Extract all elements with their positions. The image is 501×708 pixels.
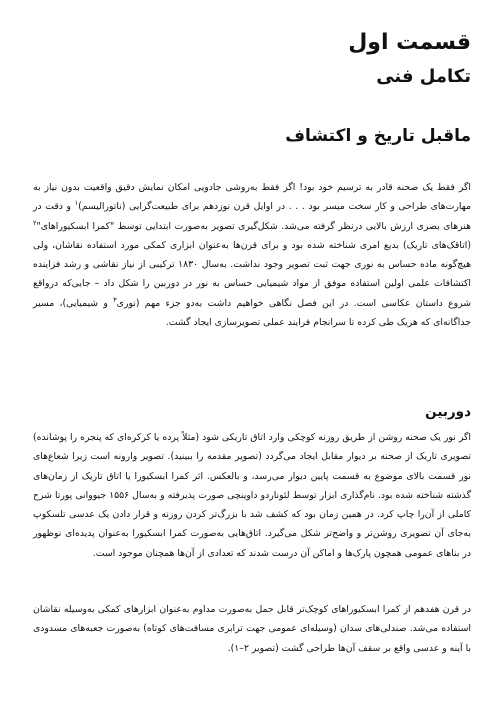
intro-text-d: و شیمیایی)، مسیر جداگانه‌ای که هریک طی کرده تا سرانجام فرایند عملی تصویرسازی ایجاد گشت. [33,297,471,329]
intro-text-c: (اتاقک‌های تاریک) بدیع امری شناخته شده بود و برای قرن‌ها به‌عنوان ابزاری کمکی مورد استفاده نقاشان، ولی هیچ‌گونه ماده حساس به نوری جهت ثبت تصویر وجود نداشت. به‌سال ۱۸۳۰ ترکیبی از نیاز نقاشی و رشد فزاینده اکتشافات علمی اولین استفاده موفق از مواد شیمیایی حساس به نور در دوربین را شکل داد – جایی‌که درواقع شروع داستان عکاسی است. در این فصل نگاهی خواهیم داشت به‌دو جزء مهم (نوری [33,239,471,309]
intro-text-b: و دقت در هنرهای بصری ارزش بالایی درنظر گرفته می‌شد. شکل‌گیری تصویر به‌صورت ابتدایی توسط "کمرا ابسکیوراهای" [33,201,471,232]
section-title: ماقبل تاریخ و اکتشاف [285,126,471,146]
part-title: قسمت اول [348,30,471,55]
intro-paragraph [33,178,471,332]
footnote-marker-2: ۲ [33,218,37,227]
footnote-marker-3: ۳ [113,295,117,304]
subsection-title: دوربین [425,404,471,420]
intro-text-a: اگر فقط یک صحنه قادر به ترسیم خود بود! اگر فقط به‌روشی جادویی امکان نمایش دقیق واقعیت بدون نیاز به مهارت‌های طراحی و کار سخت میسر بود . . . در اوایل قرن نوزدهم برای طبیعت‌گرایی (ناتورالیسم) [33,182,471,213]
camera-paragraph-1: اگر نور یک صحنه روشن از طریق روزنه کوچکی وارد اتاق تاریکی شود (مثلاً پرده یا کرکره‌ای که پنجره را پوشانده) تصویری تاریک از صحنه بر دیوار مقابل ایجاد می‌گردد (تصویر مقدمه را ببینید). تصویر وارونه است زیرا شعاع‌های نور قسمت بالای موضوع به قسمت پایین دیوار می‌رسد، و بالعکس. اثر کمرا ابسکیورا یا اتاق تاریک از زمان‌های گذشته شناخته شده بود. نام‌گذاری ابزار توسط لئوناردو داوینچی صورت پذیرفته و به‌سال ۱۵۵۶ جیووانی پورتا شرح کاملی از آن‌را چاپ کرد. در همین زمان بود که کشف شد با بزرگ‌تر کردن روزنه و قرار دادن یک عدسی تلسکوپ به‌جای آن تصویری روشن‌تر و واضح‌تر شکل می‌گیرد. اتاق‌هایی به‌صورت کمرا ابسکیورا به‌عنوان پدیده‌ای نوظهور در بناهای عمومی همچون پارک‌ها و اماکن آن درست شدند که تعدادی از آن‌ها همچنان موجود است. [33,432,471,559]
footnote-marker-1: ۱ [74,199,79,208]
camera-paragraph-2: در قرن هفدهم از کمرا ابسکیوراهای کوچک‌تر قابل حمل به‌صورت مداوم به‌عنوان ابزارهای کمکی به‌وسیله نقاشان استفاده می‌شد. صندلی‌های سدان (وسیله‌ای عمومی جهت ترابری مسافت‌های کوتاه) به‌صورت جعبه‌های مسدودی با آینه و عدسی واقع بر سقف آن‌ها طراحی گشت (تصویر ۲–۱). [33,604,471,654]
chapter-title: تکامل فنی [376,66,471,87]
